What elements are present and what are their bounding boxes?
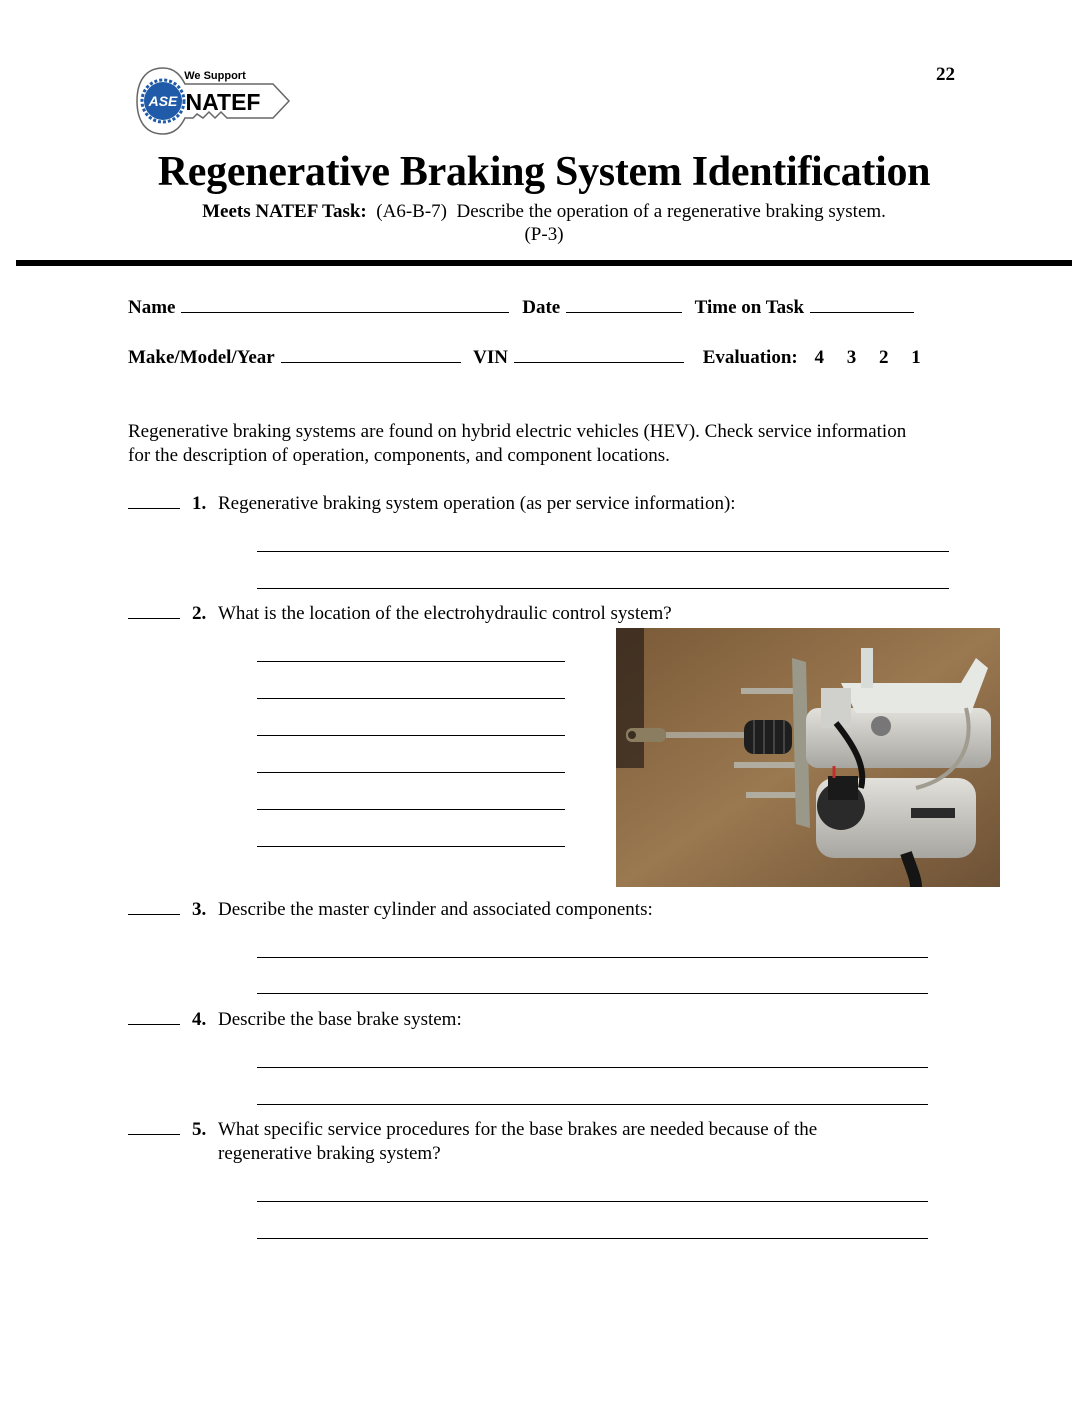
score-blank-1[interactable] <box>128 508 180 509</box>
brake-actuator-photo <box>616 628 1000 887</box>
page-title: Regenerative Braking System Identification <box>157 149 931 195</box>
intro-paragraph: Regenerative braking systems are found on hybrid electric vehicles (HEV). Check service information for the description of operation, components, and component locations. <box>128 421 907 466</box>
question-3 <box>128 898 948 928</box>
answer-line-3a[interactable] <box>257 957 928 958</box>
question-number: 3. <box>192 899 207 920</box>
question-text: What specific service procedures for the base brakes are needed because of the regenerative braking system? <box>218 1119 818 1164</box>
natef-logo <box>133 62 293 140</box>
student-info-row <box>128 296 922 319</box>
time-label: Time on Task <box>694 297 805 318</box>
question-5 <box>128 1118 948 1172</box>
make-model-year-field[interactable] <box>281 346 461 363</box>
answer-line-1a[interactable] <box>257 551 949 552</box>
name-label: Name <box>128 297 176 318</box>
vin-label: VIN <box>473 347 508 368</box>
question-text: Describe the master cylinder and associated components: <box>218 899 653 920</box>
key-logo-icon <box>133 62 293 140</box>
vin-field[interactable] <box>514 346 684 363</box>
answer-line-4b[interactable] <box>257 1104 928 1105</box>
evaluation-score-1[interactable]: 1 <box>911 347 921 368</box>
question-number: 4. <box>192 1009 207 1030</box>
answer-line-2e[interactable] <box>257 809 565 810</box>
evaluation-score-3[interactable]: 3 <box>846 347 857 368</box>
page-number: 22 <box>936 64 955 85</box>
question-number: 2. <box>192 603 207 624</box>
score-blank-4[interactable] <box>128 1024 180 1025</box>
make-model-year-label: Make/Model/Year <box>128 347 275 368</box>
answer-line-2d[interactable] <box>257 772 565 773</box>
svg-text:We Support: We Support <box>184 70 246 82</box>
date-label: Date <box>522 297 561 318</box>
task-text: Describe the operation of a regenerative braking system. <box>456 201 886 222</box>
answer-line-5b[interactable] <box>257 1238 928 1239</box>
score-blank-2[interactable] <box>128 618 180 619</box>
answer-line-2f[interactable] <box>257 846 565 847</box>
question-1 <box>128 492 948 522</box>
question-text: Regenerative braking system operation (as per service information): <box>218 493 736 514</box>
answer-line-1b[interactable] <box>257 588 949 589</box>
question-text: Describe the base brake system: <box>218 1009 462 1030</box>
task-priority: (P-3) <box>524 224 564 245</box>
evaluation-score-2[interactable]: 2 <box>878 347 889 368</box>
photo-image <box>616 628 1000 887</box>
score-blank-5[interactable] <box>128 1134 180 1135</box>
question-number: 5. <box>192 1119 207 1140</box>
answer-line-5a[interactable] <box>257 1201 928 1202</box>
question-text: What is the location of the electrohydraulic control system? <box>218 603 672 624</box>
answer-line-4a[interactable] <box>257 1067 928 1068</box>
vehicle-info-row <box>128 346 921 369</box>
task-code: (A6-B-7) <box>376 201 447 222</box>
evaluation-label: Evaluation: <box>702 347 798 368</box>
answer-line-3b[interactable] <box>257 993 928 994</box>
svg-text:ASE: ASE <box>148 93 178 109</box>
evaluation-score-4[interactable]: 4 <box>814 347 824 368</box>
date-field[interactable] <box>566 296 682 313</box>
question-4 <box>128 1008 948 1038</box>
time-field[interactable] <box>810 296 914 313</box>
header-divider <box>16 260 1072 266</box>
answer-line-2b[interactable] <box>257 698 565 699</box>
answer-line-2a[interactable] <box>257 661 565 662</box>
task-description <box>0 200 1088 246</box>
svg-text:NATEF: NATEF <box>185 89 261 115</box>
task-label: Meets NATEF Task: <box>202 201 367 222</box>
name-field[interactable] <box>181 296 509 313</box>
answer-line-2c[interactable] <box>257 735 565 736</box>
score-blank-3[interactable] <box>128 914 180 915</box>
question-number: 1. <box>192 493 207 514</box>
